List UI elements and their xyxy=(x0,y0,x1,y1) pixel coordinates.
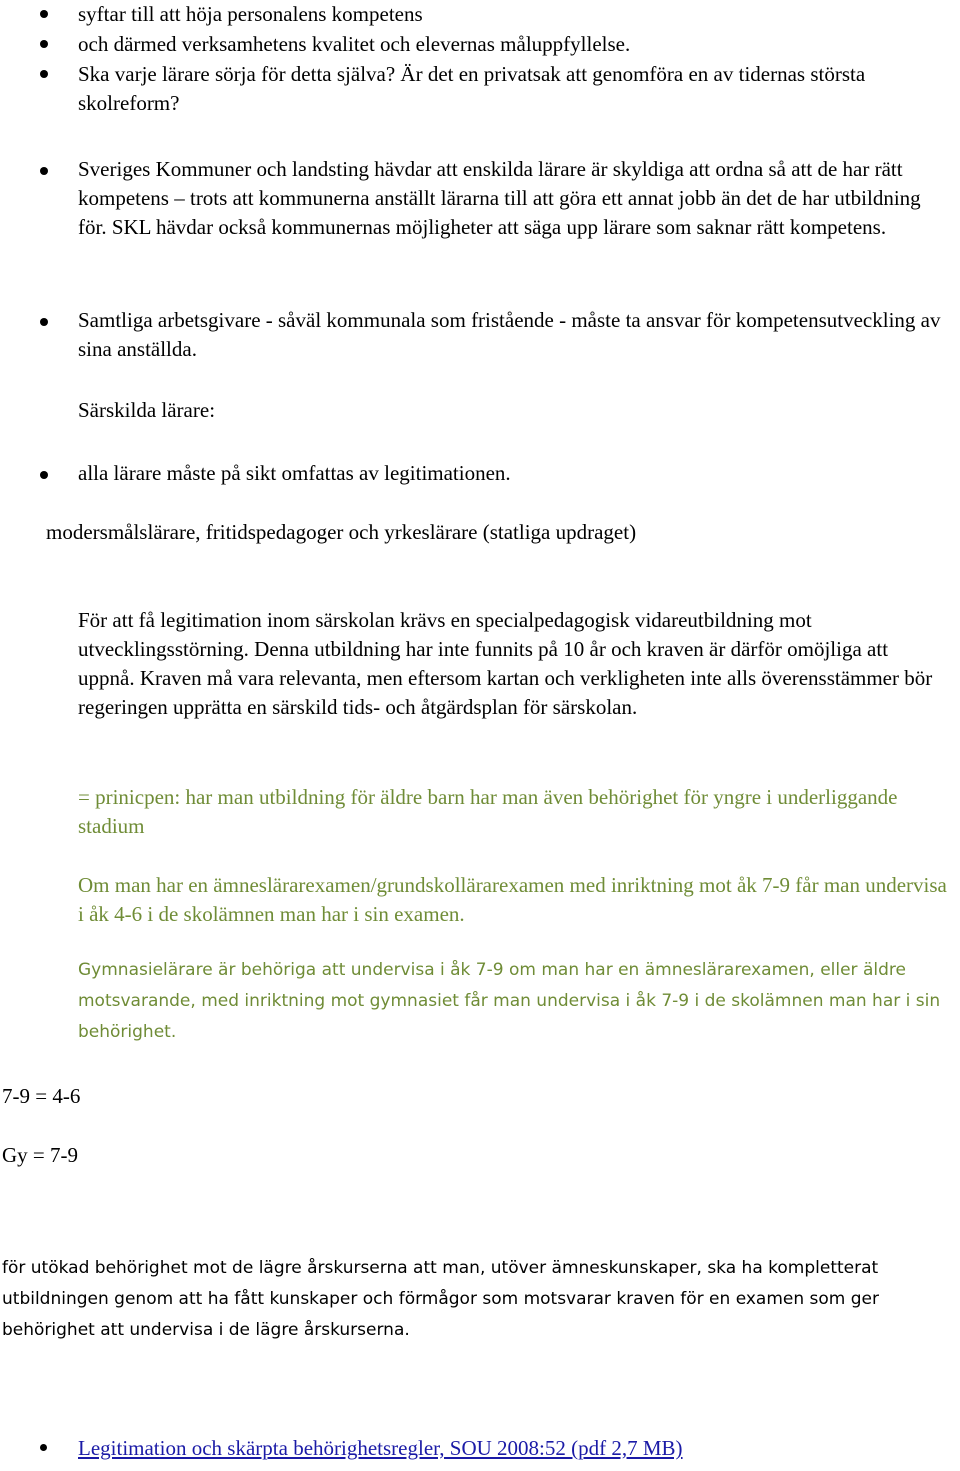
list-item-legitimation: alla lärare måste på sikt omfattas av legitimationen. xyxy=(78,461,511,485)
bullet-dot xyxy=(40,1444,47,1451)
list-item-skl: Sveriges Kommuner och landsting hävdar att enskilda lärare är skyldiga att ordna så att de har rätt kompetens – trots att kommunerna anställt lärarna till att göra ett annat jobb än det de har utbildning för. SKL hävdar också kommunernas möjligheter att säga upp lärare som saknar rätt kompetens. xyxy=(78,157,921,239)
amneslarar-paragraph: Om man har en ämneslärarexamen/grundskollärarexamen med inriktning mot åk 7-9 får man undervisa i åk 4-6 i de skolämnen man har i sin examen. xyxy=(78,873,947,926)
bullet-dot xyxy=(40,70,48,78)
gymnasie-paragraph: Gymnasielärare är behöriga att undervisa i åk 7-9 om man har en ämneslärarexamen, eller äldre motsvarande, med inriktning mot gymnasiet får man undervisa i åk 7-9 i de skolämnen man har i sin behörighet. xyxy=(78,960,941,1042)
equation-7-9: 7-9 = 4-6 xyxy=(2,1084,81,1108)
bullet-dot xyxy=(40,471,48,479)
sarskolan-paragraph: För att få legitimation inom särskolan krävs en specialpedagogisk vidareutbildning mot utvecklingsstörning. Denna utbildning har inte funnits på 10 år och kraven är därför omöjliga att uppnå. Kraven må vara relevanta, men eftersom kartan och verkligheten inte alls överensstämmer bör regeringen upprätta en särskild tids- och åtgärdsplan för särskolan. xyxy=(78,608,933,719)
legitimation-link-item xyxy=(78,1434,938,1463)
list-item-arbetsgivare: Samtliga arbetsgivare - såväl kommunala som fristående - måste ta ansvar för kompetensutveckling av sina anställda. xyxy=(78,308,941,361)
princip-paragraph: = prinicpen: har man utbildning för äldre barn har man även behörighet för yngre i underliggande stadium xyxy=(78,785,898,838)
bullet-dot xyxy=(40,167,48,175)
bullet-dot xyxy=(40,40,48,48)
sarskilda-heading: Särskilda lärare: xyxy=(78,398,216,422)
equation-gy: Gy = 7-9 xyxy=(2,1143,79,1167)
bullet-dot xyxy=(40,10,48,18)
utokad-paragraph: för utökad behörighet mot de lägre årskurserna att man, utöver ämneskunskaper, ska ha kompletterat utbildningen genom att ha fått kunskaper och förmågor som motsvarar kraven för en examen som ger behörighet att undervisa i de lägre årskurserna. xyxy=(2,1258,879,1340)
list-item: och därmed verksamhetens kvalitet och elevernas måluppfyllelse. xyxy=(78,32,631,56)
list-item: syftar till att höja personalens kompetens xyxy=(78,2,423,26)
bullet-dot xyxy=(40,318,48,326)
list-item: Ska varje lärare sörja för detta själva? Är det en privatsak att genomföra en av tidernas största skolreform? xyxy=(78,62,866,115)
sou-2008-52-link[interactable]: Legitimation och skärpta behörighetsregler, SOU 2008:52 (pdf 2,7 MB) xyxy=(78,1436,683,1460)
modersmal-line: modersmålslärare, fritidspedagoger och yrkeslärare (statliga updraget) xyxy=(46,520,637,544)
